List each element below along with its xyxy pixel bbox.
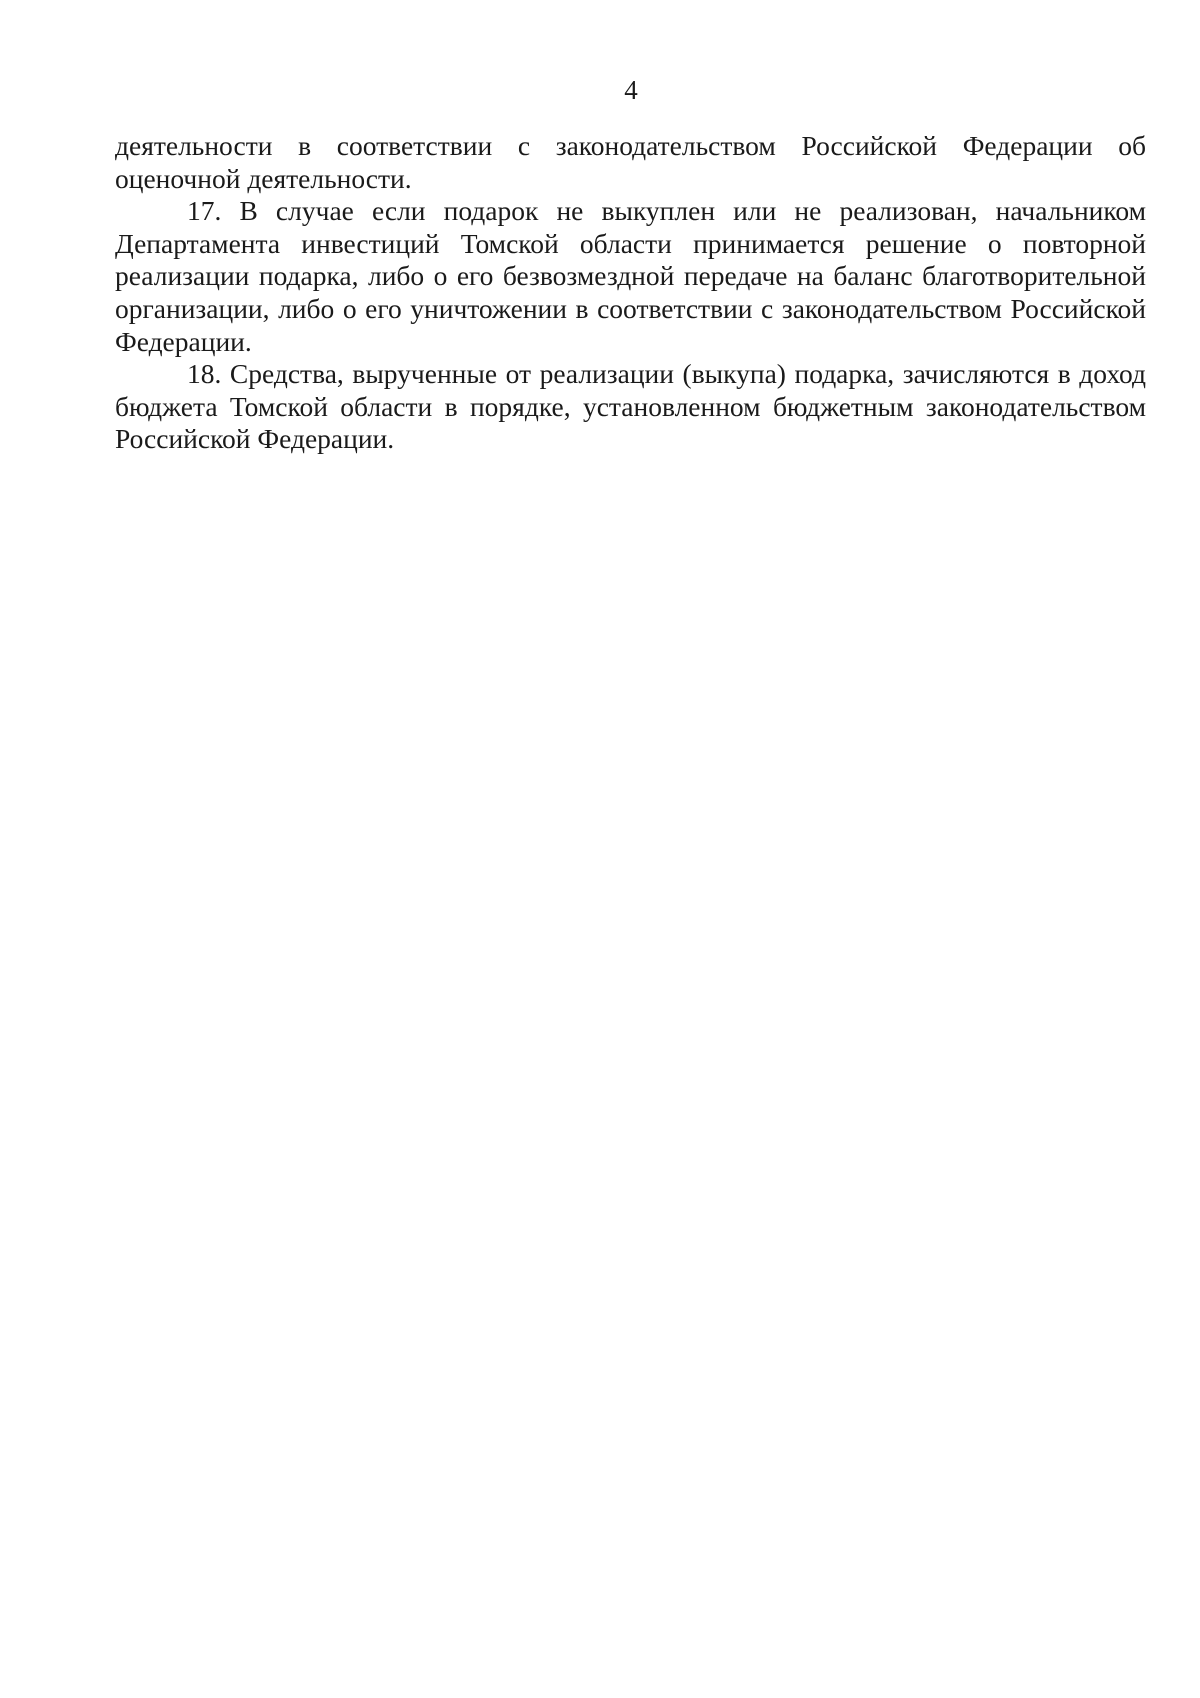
paragraph-item-18: 18. Средства, вырученные от реализации (выкупа) подарка, зачисляются в доход бюджета Томской области в порядке, установленном бюджетным законодательством Российской Федерации. xyxy=(115,358,1146,455)
page-number: 4 xyxy=(624,75,638,105)
document-body xyxy=(115,130,1146,456)
paragraph-item-17: 17. В случае если подарок не выкуплен или не реализован, начальником Департамента инвестиций Томской области принимается решение о повторной реализации подарка, либо о его безвозмездной передаче на баланс благотворительной организации, либо о его уничтожении в соответствии с законодательством Российской Федерации. xyxy=(115,195,1146,357)
paragraph-continuation: деятельности в соответствии с законодательством Российской Федерации об оценочной деятельности. xyxy=(115,130,1146,194)
